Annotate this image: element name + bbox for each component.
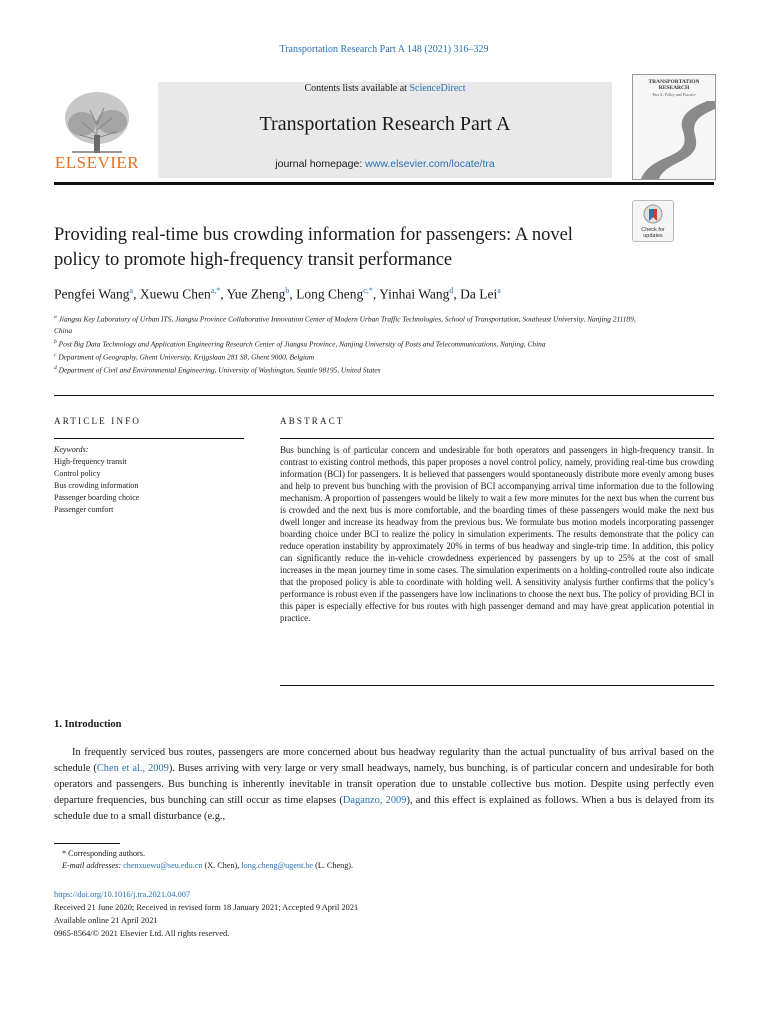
footnotes xyxy=(54,848,714,872)
keyword-item: Control policy xyxy=(54,469,101,478)
introduction-heading: 1. Introduction xyxy=(54,719,122,730)
author-affiliation-mark[interactable]: a xyxy=(129,286,134,295)
author-name[interactable]: Yue Zheng xyxy=(226,286,286,302)
introduction-paragraph: In frequently serviced bus routes, passengers are more concerned about bus headway regularity than the actual punctuality of bus arrival based on the schedule (Chen et al., 2009). Buses arriving with very large or very small headways, namely, bus bunching, is of particular concern and undesirable for both operators and passengers. Bus bunching is inherently inevitable in transit operation due to unstable collective bus motion. Despite using perfectly even departure frequencies, bus bunching can still occur as time elapses (Daganzo, 2009), and this effect is explained as follows. When a bus is delayed from its schedule due to a small disturbance (e.g., xyxy=(54,747,715,822)
affiliation-item xyxy=(54,312,654,337)
citation-link[interactable]: Daganzo, 2009 xyxy=(342,795,407,806)
cover-title: TRANSPORTATION RESEARCH xyxy=(648,79,700,91)
author-name[interactable]: Long Cheng xyxy=(296,286,364,302)
keywords-label: Keywords: xyxy=(54,445,89,454)
footnote-rule xyxy=(54,843,120,844)
homepage-link[interactable]: www.elsevier.com/locate/tra xyxy=(365,158,495,170)
email-line: E-mail addresses: chenxuewu@seu.edu.cn (X. Chen), long.cheng@ugent.be (L. Cheng). xyxy=(62,861,354,870)
affiliation-item xyxy=(54,337,654,350)
affiliation-mark: d xyxy=(54,364,57,371)
section-rule xyxy=(54,395,714,396)
affiliation-mark: c xyxy=(54,351,57,358)
author-name[interactable]: Pengfei Wang xyxy=(54,286,130,302)
abstract-heading: ABSTRACT xyxy=(280,416,345,426)
affiliation-text: Department of Geography, Ghent University, Krijgslaan 281 S8, Ghent 9000, Belgium xyxy=(58,352,315,362)
corresponding-note: * Corresponding authors. xyxy=(62,849,146,858)
received-dates: Received 21 June 2020; Received in revised form 18 January 2021; Accepted 9 April 2021 xyxy=(54,903,359,912)
journal-cover-thumbnail[interactable] xyxy=(632,74,716,180)
affiliation-text: Department of Civil and Environmental Engineering, University of Washington, Seattle 98195, United States xyxy=(58,365,381,375)
affiliation-text: Jiangsu Key Laboratory of Urban ITS, Jiangsu Province Collaborative Innovation Center of Modern Urban Traffic Technologies, School of Transportation, Southeast University, Nanjing 211189, China xyxy=(54,314,636,336)
affiliation-text: Post Big Data Technology and Application Engineering Research Center of Jiangsu Province, Nanjing University of Posts and Telecommunications, Nanjing, China xyxy=(58,339,546,349)
author-name[interactable]: Da Lei xyxy=(460,286,498,302)
author-name[interactable]: Xuewu Chen xyxy=(139,286,211,302)
sciencedirect-link[interactable]: ScienceDirect xyxy=(409,83,466,94)
cover-road-graphic xyxy=(633,101,715,179)
author-name[interactable]: Yinhai Wang xyxy=(379,286,450,302)
keyword-item: High-frequency transit xyxy=(54,457,127,466)
author-affiliation-mark[interactable]: b xyxy=(285,286,290,295)
keywords-block xyxy=(54,444,254,516)
header-rule xyxy=(54,182,714,185)
check-for-updates-badge[interactable] xyxy=(632,200,674,242)
doi-link[interactable]: https://doi.org/10.1016/j.tra.2021.04.007 xyxy=(54,890,191,899)
abstract-rule xyxy=(280,438,714,439)
paper-title: Providing real-time bus crowding information for passengers: A novel policy to promote high-frequency transit performance xyxy=(54,225,573,270)
homepage-line xyxy=(158,158,612,170)
keyword-item: Bus crowding information xyxy=(54,481,139,490)
abstract-body: Bus bunching is of particular concern and undesirable for both operators and passengers in high-frequency transit. In contrast to existing control methods, this paper proposes a novel control policy, namely, providing real-time bus crowding information (BCI) for passengers. It is believed that passengers would spontaneously distribute more evenly among buses and help to prevent bus bunching with the provision of BCI accompanying arrival time information due to the following mechanism. A proportion of passengers would be likely to wait a few more minutes for the next bus when the current bus is crowded and the next bus is more comfortable, and the boarding times of these passengers would make the next bus dwell longer and increase its headway from the previous bus. We formulate bus motion models incorporating passenger boarding choice under BCI to realize the policy in simulation experiments. The results demonstrate that the policy can reduce operation instability by approximately 20% in terms of bus headway and single-trip time. In addition, this policy can significantly reduce the in-vehicle crowdedness experienced by passengers by up to 25% at the cost of small increases in the mean journey time in some cases. The simulation experiments on a holding-controlled route also indicate that the proposed policy is able to coordinate with holding well. A sensitivity analysis further confirms that the policy’s performance is robust even if the passengers have low inclinations to choose the next bus. The policy of providing BCI in this paper is especially effective for bus routes with high passenger demand and may have great application potential in practice. xyxy=(280,445,714,623)
elsevier-wordmark: ELSEVIER xyxy=(54,153,140,172)
homepage-prefix: journal homepage: xyxy=(275,158,366,170)
keyword-item: Passenger comfort xyxy=(54,505,114,514)
copyright-line: 0965-8564/© 2021 Elsevier Ltd. All rights reserved. xyxy=(54,929,230,938)
affiliation-list xyxy=(54,312,654,376)
contents-line xyxy=(158,83,612,94)
cover-subtitle: Part A: Policy and Practice xyxy=(652,92,696,97)
author-affiliation-mark[interactable]: a xyxy=(497,286,501,295)
article-info-rule xyxy=(54,438,244,439)
journal-reference-link[interactable]: Transportation Research Part A 148 (2021) 316–329 xyxy=(279,44,489,55)
affiliation-mark: b xyxy=(54,338,57,345)
article-info-heading: ARTICLE INFO xyxy=(54,416,142,426)
email-link[interactable]: chenxuewu@seu.edu.cn xyxy=(123,861,203,870)
crossmark-icon xyxy=(643,204,663,226)
contents-prefix: Contents lists available at xyxy=(304,83,410,94)
author-affiliation-mark[interactable]: d xyxy=(449,286,454,295)
affiliation-item xyxy=(54,363,654,376)
affiliation-item xyxy=(54,350,654,363)
affiliation-mark: a xyxy=(54,314,57,320)
abstract-bottom-rule xyxy=(280,685,714,686)
online-date: Available online 21 April 2021 xyxy=(54,916,158,925)
author-list: Pengfei Wang$^a$, Xuewu Chen$^{a,*}$, Yue Zheng$^b$, Long Cheng$^{c,*}$, Yinhai Wang$^d$, Da Lei$^a$ xyxy=(54,286,501,302)
crossmark-label: Check for updates xyxy=(641,227,665,239)
keyword-item: Passenger boarding choice xyxy=(54,493,140,502)
publication-info xyxy=(54,888,714,940)
author-affiliation-mark[interactable]: a,* xyxy=(210,286,221,295)
email-link[interactable]: long.cheng@ugent.be xyxy=(241,861,314,870)
citation-link[interactable]: Chen et al., 2009 xyxy=(96,763,169,774)
journal-title: Transportation Research Part A xyxy=(259,113,511,135)
author-affiliation-mark[interactable]: c,* xyxy=(363,286,373,295)
